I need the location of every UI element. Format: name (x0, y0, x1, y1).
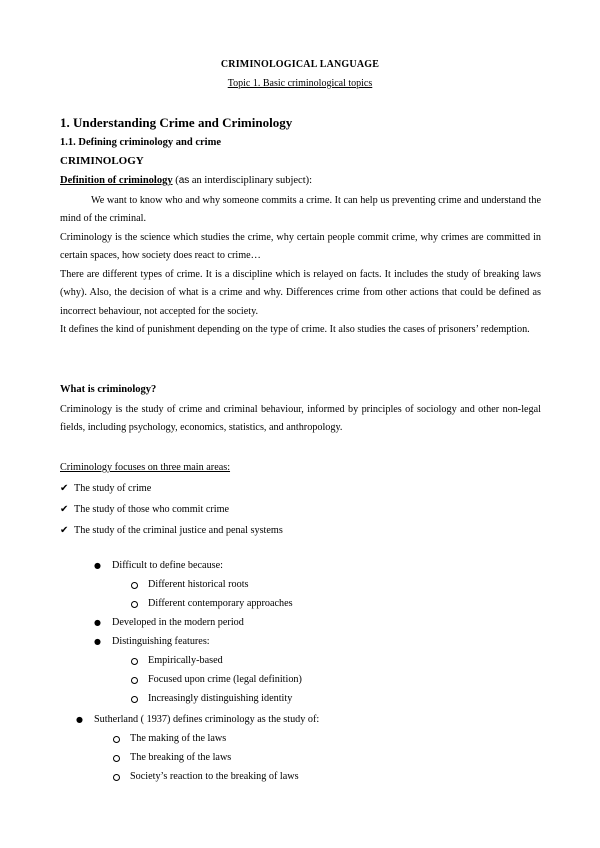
bullet-icon: ● (76, 715, 83, 724)
definition-open: ( (172, 175, 179, 186)
list-item-sutherland: Sutherland ( 1937) defines criminology as the study of: (94, 714, 320, 725)
check-icon: ✔ (60, 504, 69, 515)
paragraph-1: We want to know who and why someone commits a crime. It can help us preventing crime and understand the mind of the criminal. (60, 195, 541, 225)
circle-bullet-icon (131, 601, 138, 608)
list-subitem: The making of the laws (130, 733, 227, 744)
paragraph-2: Criminology is the science which studies the crime, why certain people commit crime, why crimes are committed in certain spaces, how society does react to crime… (60, 232, 541, 262)
what-paragraph: Criminology is the study of crime and criminal behaviour, informed by principles of sociology and other non-legal fields, including psychology, economics, statistics, and anthropology. (60, 404, 541, 434)
paragraph-3: There are different types of crime. It is a discipline which is relayed on facts. It includes the study of breaking laws (why). Also, the decision of what is a crime and why. Differences crime from other actions that could be defined as incorrect behaviour, not accepted for the society. (60, 269, 541, 317)
focus-item (60, 525, 283, 537)
circle-bullet-icon (131, 582, 138, 589)
list-item-features: Distinguishing features: (112, 636, 210, 647)
focus-heading: Criminology focuses on three main areas: (60, 462, 231, 473)
definition-as: as (178, 175, 190, 186)
focus-item (60, 483, 151, 495)
circle-bullet-icon (113, 755, 120, 762)
definition-rest: an interdisciplinary subject): (189, 175, 313, 186)
list-subitem: Different contemporary approaches (148, 598, 293, 609)
check-icon: ✔ (60, 525, 69, 536)
circle-bullet-icon (131, 658, 138, 665)
bullet-icon: ● (94, 637, 101, 646)
document-subtitle: Topic 1. Basic criminological topics (227, 78, 373, 89)
paragraph-4: It defines the kind of punishment depending on the type of crime. It also studies the cases of prisoners’ redemption. (60, 324, 530, 335)
circle-bullet-icon (113, 736, 120, 743)
what-heading: What is criminology? (60, 384, 157, 395)
list-subitem: Focused upon crime (legal definition) (148, 674, 302, 685)
circle-bullet-icon (131, 677, 138, 684)
section-heading: 1. Understanding Crime and Criminology (60, 115, 293, 130)
bullet-icon: ● (94, 561, 101, 570)
circle-bullet-icon (113, 774, 120, 781)
list-subitem: Different historical roots (148, 579, 249, 590)
focus-item (60, 504, 229, 516)
focus-item-text: The study of the criminal justice and penal systems (74, 525, 283, 536)
list-subitem: Society’s reaction to the breaking of laws (130, 771, 299, 782)
focus-item-text: The study of those who commit crime (74, 504, 230, 515)
list-subitem: The breaking of the laws (130, 752, 232, 763)
check-icon: ✔ (60, 483, 69, 494)
list-subitem: Increasingly distinguishing identity (148, 693, 293, 704)
definition-label: Definition of criminology (60, 175, 173, 186)
list-subitem: Empirically-based (148, 655, 223, 666)
subsection-heading: 1.1. Defining criminology and crime (60, 137, 221, 148)
circle-bullet-icon (131, 696, 138, 703)
list-item-developed: Developed in the modern period (112, 617, 244, 628)
list-item-difficult: Difficult to define because: (112, 560, 223, 571)
document-title: CRIMINOLOGICAL LANGUAGE (220, 59, 380, 70)
criminology-label: CRIMINOLOGY (60, 155, 144, 167)
bullet-icon: ● (94, 618, 101, 627)
focus-item-text: The study of crime (74, 483, 152, 494)
definition-line (60, 175, 312, 188)
